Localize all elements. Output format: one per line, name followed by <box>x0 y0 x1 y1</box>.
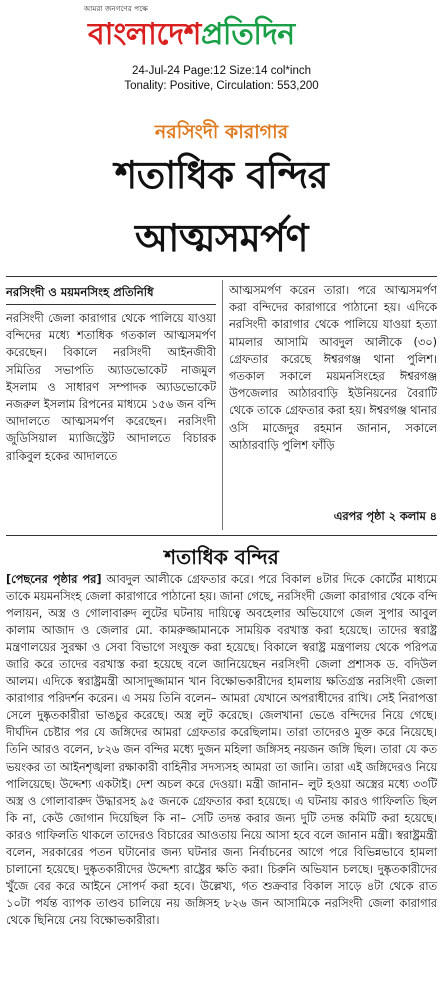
article-headline-line2: আত্মসমর্পণ <box>135 216 308 260</box>
continuation-text: আবদুল আলীকে গ্রেফতার করে। পরে বিকাল ৪টার দিকে কোর্টের মাধ্যমে তাকে ময়মনসিংহ জেলা কারাগারে পাঠানো হয়। জানা গেছে, নরসিংদী জেলা কারাগার থেকে বন্দি পলায়ন, অস্ত্র ও গোলাবারুদ লুটের ঘটনায় দায়িত্বে অবহেলার অভিযোগে জেল সুপার আবুল কালাম আজাদ ও জেলার মো. কামরুজ্জামানকে সাময়িক বরখাস্ত করা হয়েছে। তাদের স্বরাষ্ট্র মন্ত্রণালয়ের সুরক্ষা ও সেবা বিভাগে সংযুক্ত করা হয়েছে। বিকালে স্বরাষ্ট্র মন্ত্রণালয় থেকে পরিপত্র জারি করে তাদের বরখাস্ত করা হয়েছে বলে জানিয়েছেন নরসিংদী জেলা প্রশাসক ড. বদিউল আলম। এদিকে স্বরাষ্ট্রমন্ত্রী আসাদুজ্জামান খান বিক্ষোভকারীদের হামলায় ক্ষতিগ্রস্ত নরসিংদী জেলা কারাগার পরিদর্শন করেন। এ সময় তিনি বলেন– আমরা যেখানে অপরাধীদের রাখি। সেই নিরাপত্তা সেলে দুষ্কৃতকারীরা ভাঙচুর করেছে। অস্ত্র লুট করেছে। জেলখানা ভেঙে বন্দিদের নিয়ে গেছে। দীর্ঘদিন চেষ্টার পর যে জঙ্গিদের আমরা গ্রেফতার করেছিলাম। তারা তাদেরও মুক্ত করে নিয়েছে। তিনি আরও বলেন, ৮২৬ জন বন্দির মধ্যে দুজন মহিলা জঙ্গিসহ নয়জন জঙ্গি ছিল। তারা যে কত ভয়ংকর তা আইনশৃঙ্খলা রক্ষাকারী বাহিনীর সদস্যসহ আমরা তা জানি। তারা এই জঙ্গিদেরও নিয়ে পালিয়েছে। উদ্দেশ্য একটাই। দেশ অচল করে দেওয়া। মন্ত্রী জানান– লুট হওয়া অস্ত্রের মধ্যে ৩৩টি অস্ত্র ও গোলাবারুদ উদ্ধারসহ ৯৫ জনকে গ্রেফতার করা হয়েছে। এ ঘটনায় কারও গাফিলতি ছিল কি না, কেউ জোগান দিয়েছিল কি না– সেটি তদন্ত করার জন্য দুটি তদন্ত কমিটি করা হয়েছে। কারও গাফিলতি থাকলে তাদেরও বিচারের আওতায় নিয়ে আসা হবে বলে জানান মন্ত্রী। স্বরাষ্ট্রমন্ত্রী বলেন, সরকারের পতন ঘটানোর জন্য ঘটনার জন্য নির্বাচনের আগে পরে বিভিন্নভাবে হামলা চালানো হয়েছে। দুষ্কৃতকারীদের উদ্দেশ্য রাষ্ট্রের ক্ষতি করা। চিরুনি অভিযান চলছে। দুষ্কৃতকারীদের খুঁজে বের করে আইনে সোপর্দ করা হবে। উল্লেখ্য, গত শুক্রবার বিকাল সাড়ে ৪টা থেকে রাত ১০টা পর্যন্ত ব্যাপক তাণ্ডব চালিয়ে নয় জঙ্গিসহ ৮২৬ জন আসামিকে নরসিংদী জেলা কারাগার থেকে ছিনিয়ে নেয় বিক্ষোভকারীরা। <box>6 573 438 927</box>
article-headline-line1: শতাধিক বন্দির <box>114 153 329 197</box>
continuation-title: শতাধিক বন্দির <box>164 545 279 569</box>
clipping-meta-date: 24-Jul-24 Page:12 Size:14 col*inch <box>131 65 311 77</box>
masthead-tagline: আমরা জনগণের পক্ষে <box>84 5 148 13</box>
article-byline: নরসিংদী ও ময়মনসিংহ প্রতিনিধি <box>6 285 154 299</box>
article-left-column: নরসিংদী জেলা কারাগার থেকে পালিয়ে যাওয়া বন্দিদের মধ্যে শতাধিক গতকাল আত্মসমর্পণ করেছেন। বিকালে নরসিংদী আইনজীবী সমিতির সভাপতি অ্যাডভোকেট নাজমুল ইসলাম ও সাধারণ সম্পাদক অ্যাডভোকেট নজরুল ইসলাম রিপনের মাধ্যমে ১৫৬ জন বন্দি আদালতে আত্মসমর্পণ করেছেন। নরসিংদী জুডিসিয়াল ম্যাজিস্ট্রেট আদালতে বিচারক রাকিবুল হকের আদালতে <box>6 312 216 463</box>
continuation-lead: [পেছনের পৃষ্ঠার পর] <box>6 573 102 586</box>
continuation-body <box>6 571 437 929</box>
masthead-logo-part1: বাংলাদেশ <box>88 17 201 52</box>
column-divider <box>222 280 223 530</box>
masthead-logo-part2: প্রতিদিন <box>200 17 295 52</box>
masthead-logo <box>88 10 295 61</box>
article-kicker: নরসিংদী কারাগার <box>154 121 289 143</box>
section-divider <box>6 535 437 536</box>
article-right-column: আত্মসমর্পণ করেন তারা। পরে আত্মসমর্পণ করা বন্দিদের কারাগারে পাঠানো হয়। এদিকে নরসিংদী কারাগার থেকে পালিয়ে যাওয়া হত্যা মামলার আসামি আবদুল আলীকে (৩০) গ্রেফতার করেছে ঈশ্বরগঞ্জ থানা পুলিশ। গতকাল সকালে ময়মনসিংহের ঈশ্বরগঞ্জ উপজেলার আঠারবাড়ি ইউনিয়নের বৈরাটি থেকে তাকে গ্রেফতার করা হয়। ঈশ্বরগঞ্জ থানার ওসি মাজেদুর রহমান জানান, সকালে আঠারবাড়ি পুলিশ ফাঁড়ি <box>229 284 437 452</box>
clipping-meta-tonality: Tonality: Positive, Circulation: 553,200 <box>124 80 319 92</box>
byline-underline <box>6 304 216 305</box>
headline-divider <box>6 276 437 277</box>
continued-reference: এরপর পৃষ্ঠা ২ কলাম ৪ <box>333 510 437 523</box>
